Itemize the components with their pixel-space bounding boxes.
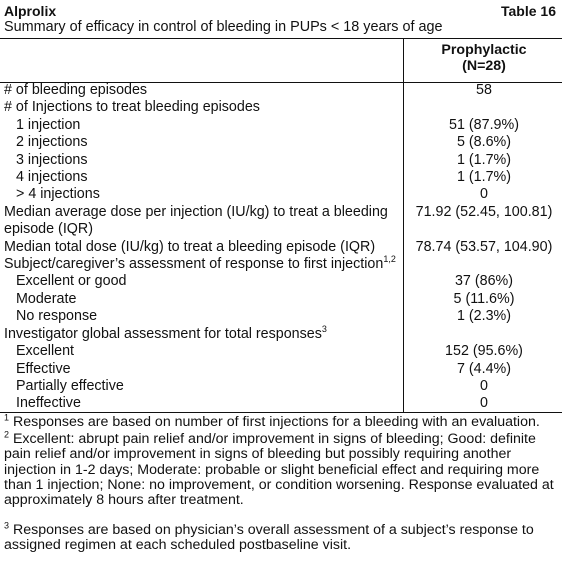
row-value: 0 — [480, 186, 488, 203]
table-row — [0, 204, 562, 239]
row-label: Excellent or good — [16, 273, 127, 290]
footnote — [4, 429, 554, 509]
row-label: # of Injections to treat bleeding episodes — [4, 99, 260, 116]
column-header-cell — [404, 39, 562, 82]
efficacy-table — [0, 39, 562, 413]
row-value — [404, 326, 562, 343]
table-row — [0, 326, 562, 343]
row-label: 3 injections — [16, 151, 88, 168]
row-label — [0, 256, 404, 273]
table-row — [0, 99, 562, 116]
table-row — [0, 169, 562, 186]
table-number: Table 16 — [501, 3, 556, 19]
table-row — [0, 343, 562, 360]
row-label: Moderate — [16, 290, 77, 307]
footnote-ref: 1,2 — [383, 254, 396, 265]
row-value: 0 — [480, 395, 488, 412]
row-value: 5 (8.6%) — [456, 134, 512, 151]
row-value — [404, 256, 562, 273]
row-label: Median total dose (IU/kg) to treat a bleeding episode (IQR) — [4, 238, 376, 255]
table-row — [0, 134, 562, 151]
footnote-mark: 2 — [4, 429, 10, 440]
row-value: 71.92 (52.45, 100.81) — [415, 203, 553, 220]
footnote-mark: 1 — [4, 412, 10, 423]
table-row — [0, 361, 562, 378]
row-label: 1 injection — [16, 116, 81, 133]
table-row — [0, 239, 562, 256]
table-row — [0, 273, 562, 290]
row-value: 1 (2.3%) — [456, 308, 512, 325]
empty-header-cell — [0, 39, 404, 82]
row-label: Partially effective — [16, 377, 124, 394]
row-label: 4 injections — [16, 169, 88, 186]
footnote-text: Responses are based on number of first injections for a bleeding with an evaluation. — [12, 414, 540, 430]
table-row — [0, 308, 562, 325]
row-label: Ineffective — [16, 395, 81, 412]
row-label: 2 injections — [16, 134, 88, 151]
footnote-mark: 3 — [4, 520, 10, 531]
row-value: 1 (1.7%) — [456, 169, 512, 186]
column-header-row — [0, 39, 562, 82]
table-header-row — [4, 3, 556, 19]
table-caption: Summary of efficacy in control of bleeding in PUPs < 18 years of age — [4, 19, 443, 35]
footnote — [4, 412, 554, 430]
row-label: No response — [16, 308, 98, 325]
product-name: Alprolix — [4, 3, 57, 19]
footnote-text: Excellent: abrupt pain relief and/or improvement in signs of bleeding; Good: definite pain relief and/or improvement in signs of bleeding but possibly requiring another injection in 1-2 days; Moderate: probable or slight beneficial effect and requiring more than 1 injection; None: no improvement, or condition worsening. Response evaluated at approximately 8 hours after treatment. — [4, 431, 554, 509]
table-row — [0, 395, 562, 412]
row-value: 1 (1.7%) — [456, 151, 512, 168]
table-row — [0, 378, 562, 395]
table-row — [0, 291, 562, 308]
column-header-name: Prophylactic — [441, 42, 527, 58]
table-row — [0, 186, 562, 203]
column-header-n: (N=28) — [462, 58, 506, 74]
row-label: Effective — [16, 360, 71, 377]
row-value: 78.74 (53.57, 104.90) — [415, 238, 553, 255]
footnote-text: Responses are based on physician’s overall assessment of a subject’s response to assigned regimen at each scheduled postbaseline visit. — [4, 522, 534, 554]
row-value: 152 (95.6%) — [445, 343, 523, 360]
row-value: 5 (11.6%) — [453, 290, 515, 307]
row-value: 7 (4.4%) — [456, 360, 512, 377]
footnote-ref: 3 — [321, 323, 327, 334]
row-label-text: Subject/caregiver’s assessment of response to first injection — [4, 256, 384, 273]
row-label: Excellent — [16, 343, 75, 360]
row-value: 51 (87.9%) — [449, 116, 519, 133]
table-row — [0, 117, 562, 134]
row-value: 0 — [480, 377, 488, 394]
row-value — [404, 99, 562, 116]
table-row — [0, 82, 562, 99]
table-row — [0, 256, 562, 273]
table-row — [0, 152, 562, 169]
row-value: 37 (86%) — [454, 273, 513, 290]
row-value: 58 — [476, 82, 492, 98]
row-label-text: Investigator global assessment for total responses — [4, 325, 322, 342]
row-label: Median average dose per injection (IU/kg) to treat a bleeding episode (IQR) — [4, 203, 388, 238]
footnote — [4, 520, 554, 554]
row-label: > 4 injections — [16, 186, 100, 203]
row-label: # of bleeding episodes — [4, 82, 148, 98]
row-label — [0, 323, 404, 343]
